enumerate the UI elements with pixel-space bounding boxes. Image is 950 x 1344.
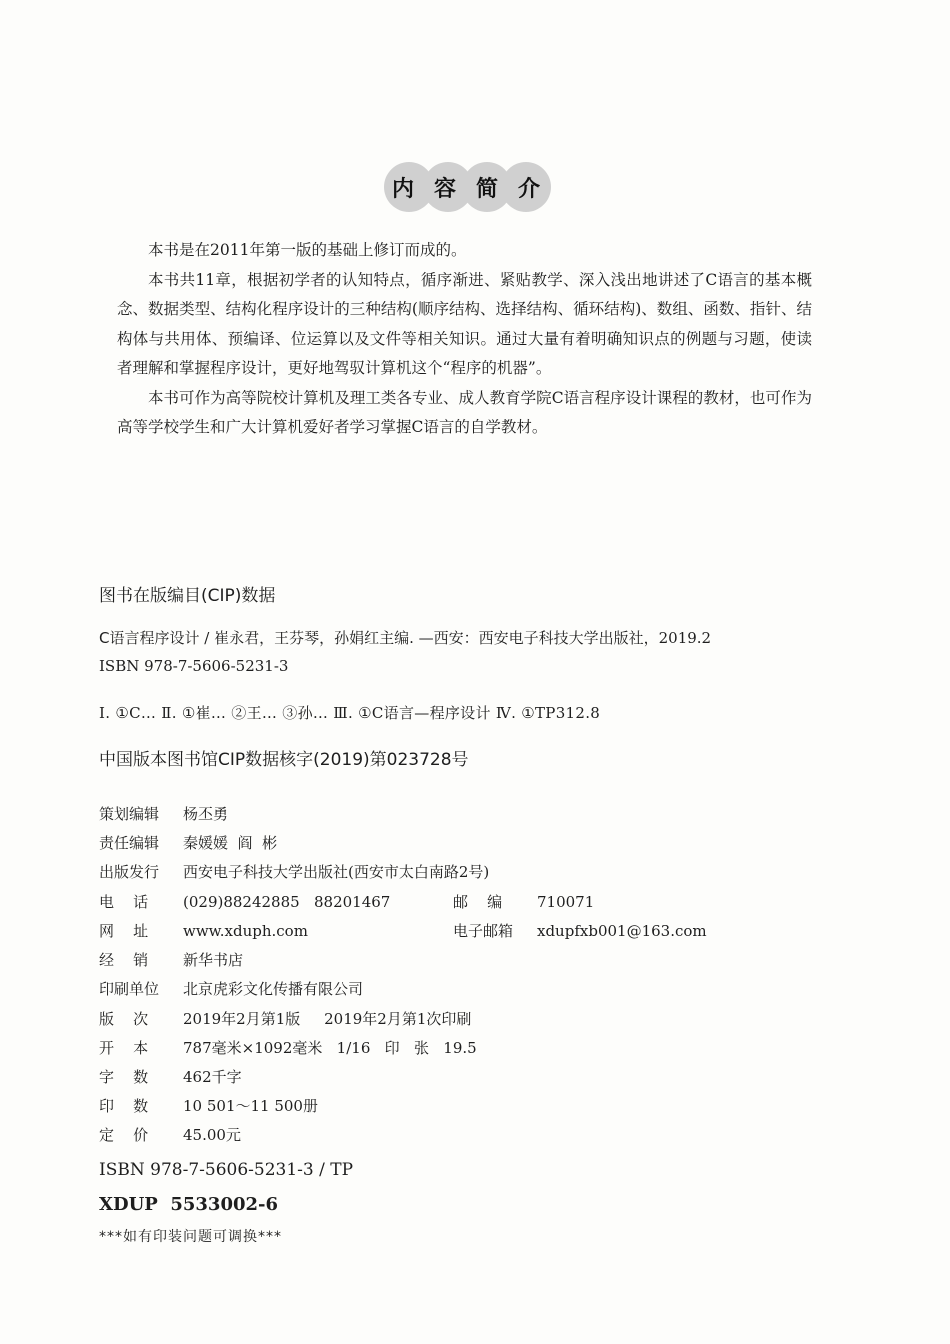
info-label: 出版发行 <box>99 863 160 881</box>
info-value: 462千字 <box>183 1068 242 1086</box>
info-label: 网 址 <box>99 922 149 940</box>
info-label: 策划编辑 <box>99 805 160 823</box>
info-value: xdupfxb001@163.com <box>537 922 707 940</box>
summary-paragraph: 本书可作为高等院校计算机及理工类各专业、成人教育学院C语言程序设计课程的教材，也可作为高等学校学生和广大计算机爱好者学习掌握C语言的自学教材。 <box>117 388 812 436</box>
info-row-website <box>99 920 707 942</box>
info-value: 北京虎彩文化传播有限公司 <box>183 980 364 998</box>
title-char: 简 <box>475 176 502 202</box>
info-value: www.xduph.com <box>183 922 308 940</box>
replacement-notice: ***如有印装问题可调换*** <box>99 1229 282 1245</box>
info-value: 新华书店 <box>183 951 244 969</box>
info-row-price <box>99 1124 241 1146</box>
info-label: 电子邮箱 <box>453 922 514 940</box>
info-value: 10 501～11 500册 <box>183 1097 318 1115</box>
info-row-word-count <box>99 1066 242 1088</box>
info-label: 印刷单位 <box>99 980 160 998</box>
cip-isbn: ISBN 978-7-5606-5231-3 <box>99 657 289 675</box>
publisher-code: XDUP 5533002-6 <box>99 1194 279 1215</box>
info-value: (029)88242885 88201467 <box>183 893 391 911</box>
info-row-planning-editor <box>99 803 228 825</box>
info-label: 版 次 <box>99 1010 149 1028</box>
info-label: 开 本 <box>99 1039 149 1057</box>
info-row-format <box>99 1037 477 1059</box>
info-row-print-run <box>99 1095 318 1117</box>
info-row-publisher <box>99 861 489 883</box>
info-row-distributor <box>99 949 243 971</box>
info-value: 2019年2月第1版 2019年2月第1次印刷 <box>183 1010 472 1028</box>
cip-heading: 图书在版编目(CIP)数据 <box>99 586 276 606</box>
cip-record-line <box>99 627 711 648</box>
info-label: 字 数 <box>99 1068 149 1086</box>
info-value: 787毫米×1092毫米 1/16 印 张 19.5 <box>183 1039 477 1057</box>
info-value: 杨丕勇 <box>183 805 229 823</box>
summary-paragraph: 本书共11章，根据初学者的认知特点，循序渐进、紧贴教学、深入浅出地讲述了C语言的基本概念、数据类型、结构化程序设计的三种结构(顺序结构、选择结构、循环结构)、数组、函数、指针、结构体与共用体、预编译、位运算以及文件等相关知识。通过大量有着明确知识点的例题与习题，使读者理解和掌握程序设计，更好地驾驭计算机这个“程序的机器”。 <box>117 270 812 377</box>
info-label: 责任编辑 <box>99 834 160 852</box>
info-label: 经 销 <box>99 951 149 969</box>
isbn-classification: ISBN 978-7-5606-5231-3 / TP <box>99 1160 354 1180</box>
cip-book-title: C语言程序设计 <box>99 629 200 647</box>
info-label: 印 数 <box>99 1097 149 1115</box>
info-value: 西安电子科技大学出版社(西安市太白南路2号) <box>183 863 490 881</box>
info-label: 邮 编 <box>453 893 503 911</box>
info-row-edition <box>99 1008 471 1030</box>
title-char: 容 <box>433 176 460 202</box>
info-value: 710071 <box>537 893 595 911</box>
info-row-phone <box>99 891 595 913</box>
info-row-printer <box>99 978 363 1000</box>
cip-classification: Ⅰ. ①C… Ⅱ. ①崔… ②王… ③孙… Ⅲ. ①C语言—程序设计 Ⅳ. ①TP312.8 <box>99 704 601 722</box>
section-title-badge <box>384 162 552 212</box>
cip-authors-publisher: / 崔永君，王芬琴，孙娟红主编. —西安：西安电子科技大学出版社，2019.2 <box>199 629 712 647</box>
section-title <box>384 162 552 212</box>
info-label: 电 话 <box>99 893 149 911</box>
content-summary <box>117 236 812 443</box>
cip-verification-number: 中国版本图书馆CIP数据核字(2019)第023728号 <box>99 750 469 770</box>
info-label: 定 价 <box>99 1126 149 1144</box>
info-row-responsible-editor <box>99 832 277 854</box>
info-value: 秦媛媛 阎 彬 <box>183 834 278 852</box>
info-value: 45.00元 <box>183 1126 241 1144</box>
title-char: 内 <box>391 176 418 202</box>
summary-paragraph: 本书是在2011年第一版的基础上修订而成的。 <box>148 241 467 259</box>
title-char: 介 <box>517 176 544 202</box>
